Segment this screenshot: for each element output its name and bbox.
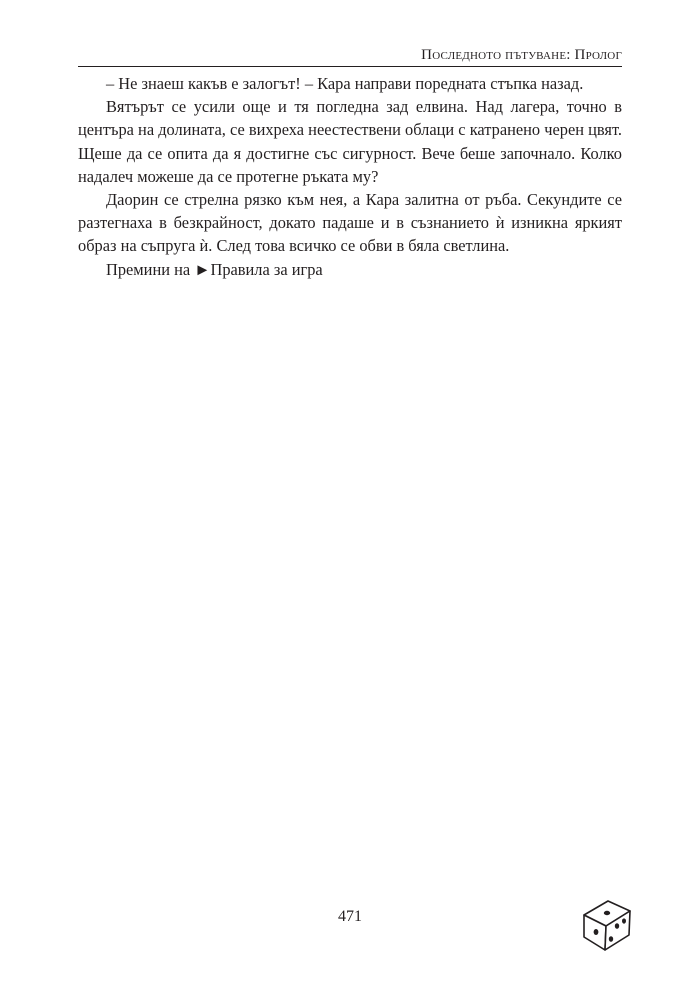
paragraph-2: Вятърът се усили още и тя погледна зад елвина. Над лагера, точно в центъра на долината, се вихреха неестествени облаци с катранено черен цвят. Щеше да се опита да я достигне със сигурност. Вече беше започнало. Колко надалеч можеше да се протегне ръката му? <box>78 97 622 186</box>
body-text <box>78 72 622 281</box>
running-header: Последното пътуване: Пролог <box>421 47 622 63</box>
paragraph-3: Даорин се стрелна рязко към нея, а Кара залитна от ръба. Секундите се разтегнаха в безкрайност, докато падаше и в съзнанието ѝ изникна яркият образ на съпруга ѝ. След това всичко се обви в бяла светлина. <box>78 190 622 256</box>
header-rule <box>78 66 622 67</box>
navigation-line <box>78 258 622 281</box>
navigation-prefix: Премини на <box>106 259 195 279</box>
play-arrow-icon: ► <box>194 259 211 279</box>
navigation-target-link[interactable]: Правила за игра <box>210 259 323 279</box>
paragraph-1: – Не знаеш какъв е залогът! – Кара направи поредната стъпка назад. <box>106 74 584 93</box>
die-icon <box>574 893 638 955</box>
page-number: 471 <box>338 908 362 925</box>
